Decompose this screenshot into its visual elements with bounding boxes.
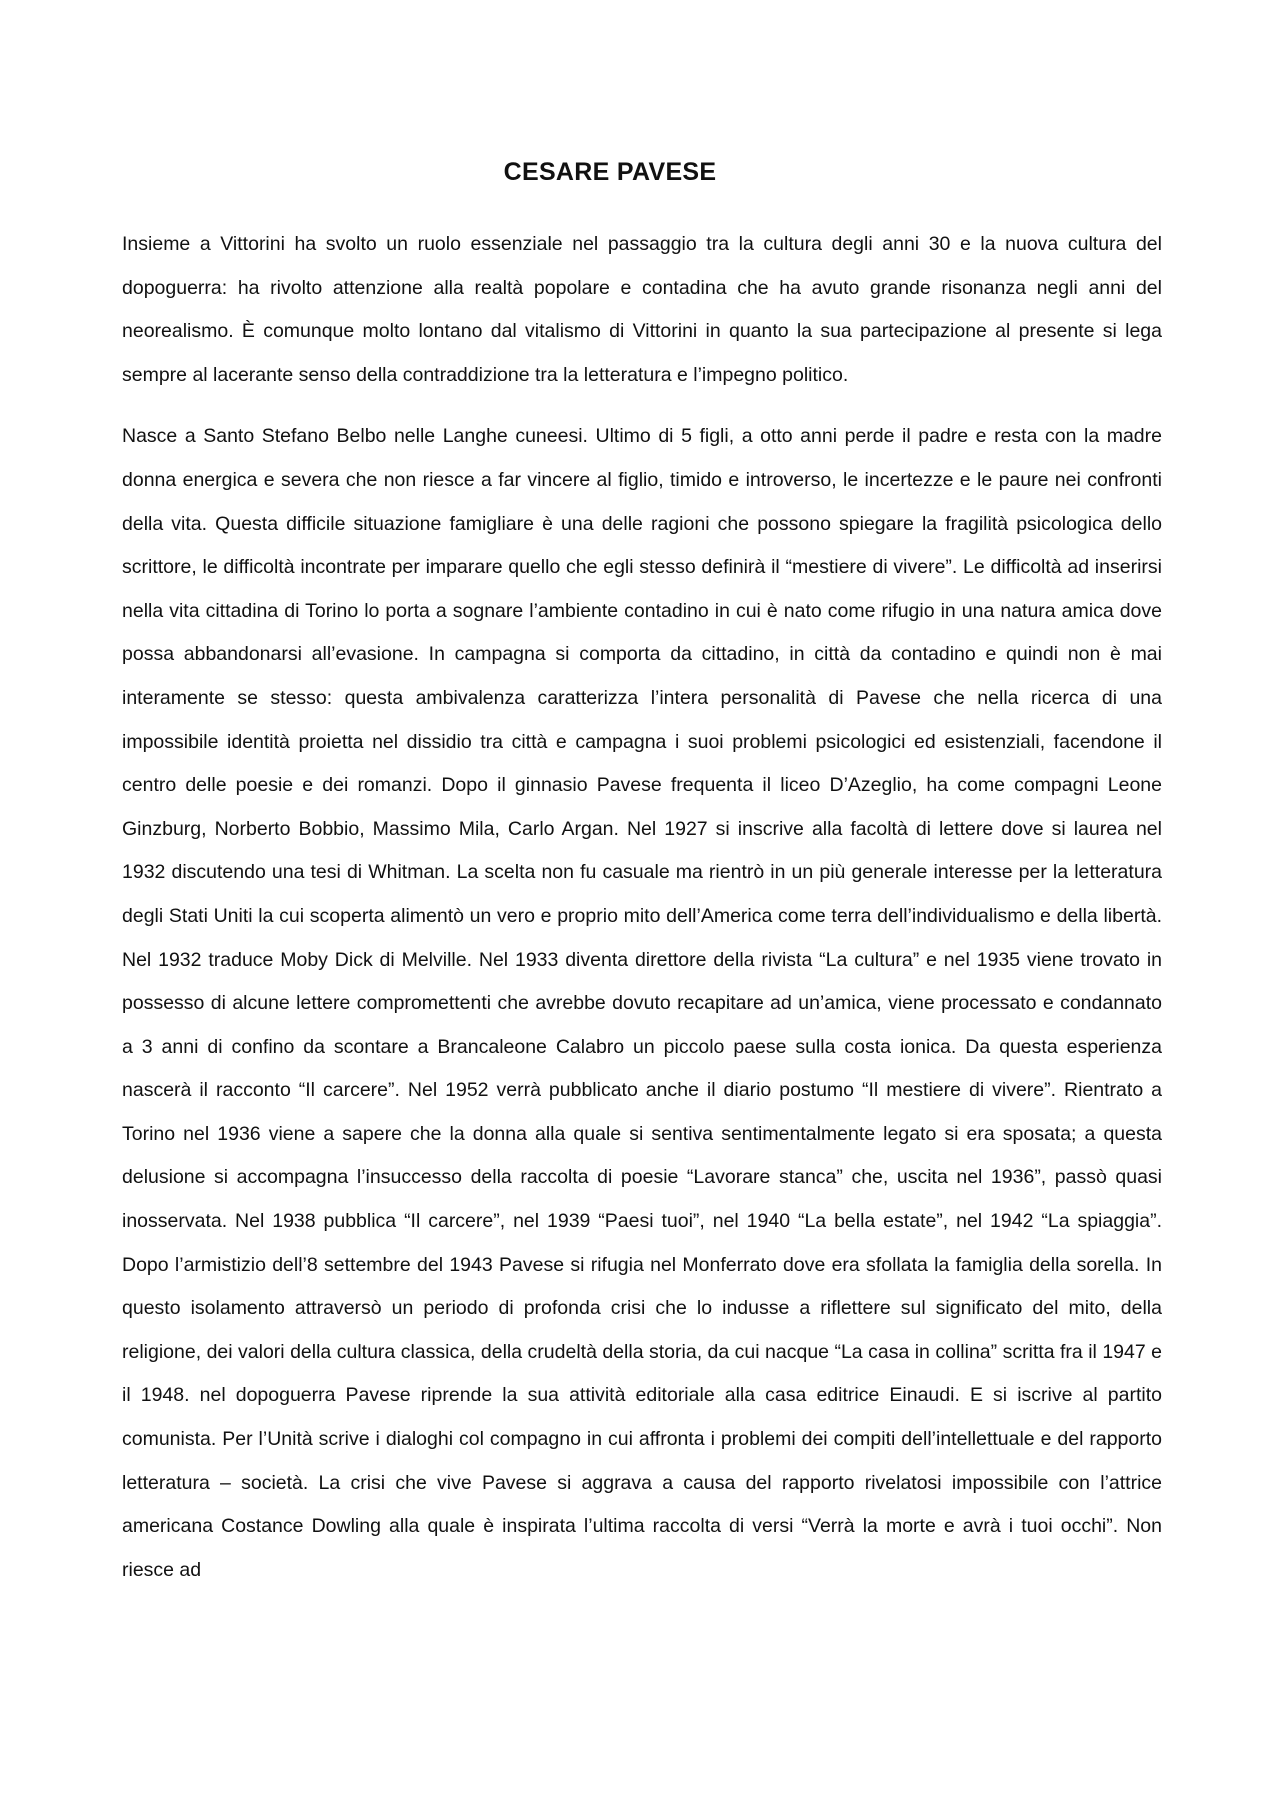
- paragraph-intro: Insieme a Vittorini ha svolto un ruolo essenziale nel passaggio tra la cultura degli anni 30 e la nuova cultura del dopoguerra: ha rivolto attenzione alla realtà popolare e contadina che ha avuto grande risonanza negli anni del neorealismo. È comunque molto lontano dal vitalismo di Vittorini in quanto la sua partecipazione al presente si lega sempre al lacerante senso della contraddizione tra la letteratura e l’impegno politico.: [122, 233, 1162, 386]
- paragraph-biography: Nasce a Santo Stefano Belbo nelle Langhe cuneesi. Ultimo di 5 figli, a otto anni perde il padre e resta con la madre donna energica e severa che non riesce a far vincere al figlio, timido e introverso, le incertezze e le paure nei confronti della vita. Questa difficile situazione famigliare è una delle ragioni che possono spiegare la fragilità psicologica dello scrittore, le difficoltà incontrate per imparare quello che egli stesso definirà il “mestiere di vivere”. Le difficoltà ad inserirsi nella vita cittadina di Torino lo porta a sognare l’ambiente contadino in cui è nato come rifugio in una natura amica dove possa abbandonarsi all’evasione. In campagna si comporta da cittadino, in città da contadino e quindi non è mai interamente se stesso: questa ambivalenza caratterizza l’intera personalità di Pavese che nella ricerca di una impossibile identità proietta nel dissidio tra città e campagna i suoi problemi psicologici ed esistenziali, facendone il centro delle poesie e dei romanzi. Dopo il ginnasio Pavese frequenta il liceo D’Azeglio, ha come compagni Leone Ginzburg, Norberto Bobbio, Massimo Mila, Carlo Argan. Nel 1927 si inscrive alla facoltà di lettere dove si laurea nel 1932 discutendo una tesi di Whitman. La scelta non fu casuale ma rientrò in un più generale interesse per la letteratura degli Stati Uniti la cui scoperta alimentò un vero e proprio mito dell’America come terra dell’individualismo e della libertà. Nel 1932 traduce Moby Dick di Melville. Nel 1933 diventa direttore della rivista “La cultura” e nel 1935 viene trovato in possesso di alcune lettere compromettenti che avrebbe dovuto recapitare ad un’amica, viene processato e condannato a 3 anni di confino da scontare a Brancaleone Calabro un piccolo paese sulla costa ionica. Da questa esperienza nascerà il racconto “Il carcere”. Nel 1952 verrà pubblicato anche il diario postumo “Il mestiere di vivere”. Rientrato a Torino nel 1936 viene a sapere che la donna alla quale si sentiva sentimentalmente legato si era sposata; a questa delusione si accompagna l’insuccesso della raccolta di poesie “Lavorare stanca” che, uscita nel 1936”, passò quasi inosservata. Nel 1938 pubblica “Il carcere”, nel 1939 “Paesi tuoi”, nel 1940 “La bella estate”, nel 1942 “La spiaggia”. Dopo l’armistizio dell’8 settembre del 1943 Pavese si rifugia nel Monferrato dove era sfollata la famiglia della sorella. In questo isolamento attraversò un periodo di profonda crisi che lo indusse a riflettere sul significato del mito, della religione, dei valori della cultura classica, della crudeltà della storia, da cui nacque “La casa in collina” scritta fra il 1947 e il 1948. nel dopoguerra Pavese riprende la sua attività editoriale alla casa editrice Einaudi. E si iscrive al partito comunista. Per l’Unità scrive i dialoghi col compagno in cui affronta i problemi dei compiti dell’intellettuale e del rapporto letteratura – società. La crisi che vive Pavese si aggrava a causa del rapporto rivelatosi impossibile con l’attrice americana Costance Dowling alla quale è inspirata l’ultima raccolta di versi “Verrà la morte e avrà i tuoi occhi”. Non riesce ad: [122, 425, 1162, 1581]
- page-title: CESARE PAVESE: [503, 158, 717, 186]
- document-body: [122, 223, 1162, 1610]
